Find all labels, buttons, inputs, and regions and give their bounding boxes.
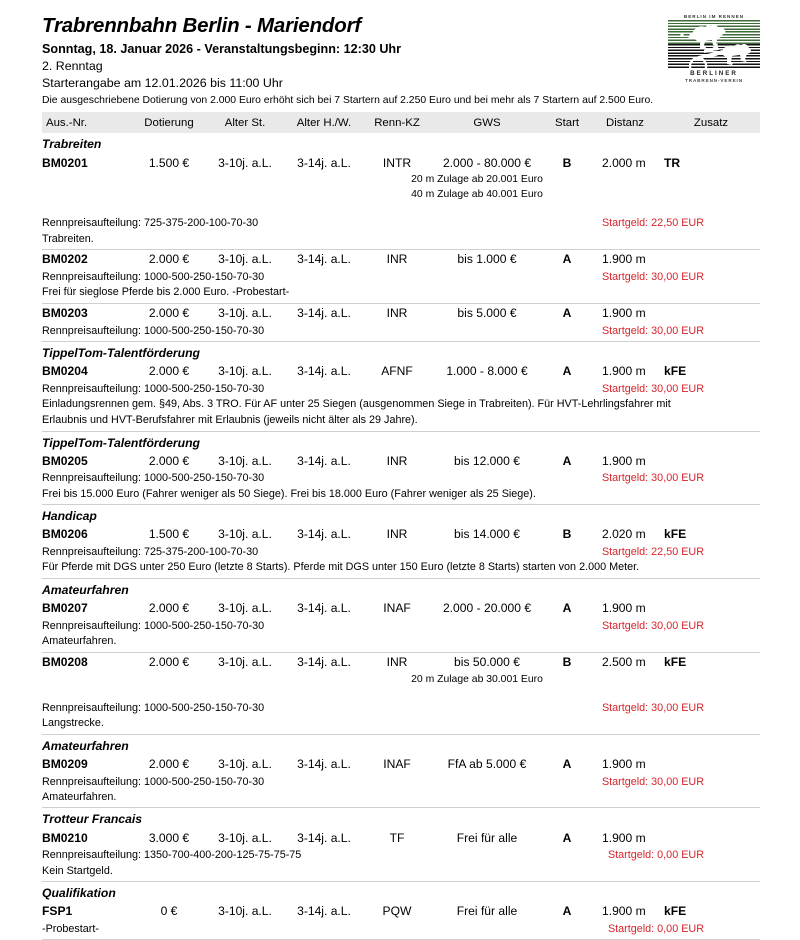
entry-fee: Startgeld: 0,00 EUR bbox=[607, 849, 704, 862]
race-start-type: B bbox=[562, 654, 572, 669]
race-endowment: 2.000 € bbox=[148, 453, 190, 468]
race-endowment: 3.000 € bbox=[148, 830, 190, 845]
race-footer bbox=[42, 215, 760, 231]
race-block bbox=[42, 882, 760, 940]
race-category: TippelTom-Talentförderung bbox=[42, 435, 200, 450]
race-code: INR bbox=[386, 654, 408, 669]
entry-fee: Startgeld: 30,00 EUR bbox=[601, 619, 704, 632]
race-endowment: 2.000 € bbox=[148, 654, 190, 669]
race-block bbox=[42, 304, 760, 342]
race-age-stallions: 3-14j. a.L. bbox=[297, 527, 351, 542]
entry-fee: Startgeld: 22,50 EUR bbox=[601, 546, 704, 559]
race-distance: 1.900 m bbox=[602, 306, 646, 321]
race-code: INR bbox=[386, 527, 408, 542]
race-extra: TR bbox=[664, 155, 681, 170]
race-category: Handicap bbox=[42, 509, 97, 524]
race-footer bbox=[42, 269, 760, 285]
horse-and-sulky-icon bbox=[668, 20, 760, 68]
race-extra: kFE bbox=[664, 654, 687, 669]
race-block bbox=[42, 342, 760, 431]
race-age-stallions: 3-14j. a.L. bbox=[297, 904, 351, 919]
race-code: INR bbox=[386, 453, 408, 468]
race-summary-row[interactable] bbox=[42, 452, 760, 471]
declaration-deadline: Starterangabe am 12.01.2026 bis 11:00 Uhr bbox=[42, 75, 283, 90]
race-code: INAF bbox=[383, 601, 411, 616]
race-age-stallions: 3-14j. a.L. bbox=[297, 252, 351, 267]
entry-fee: Startgeld: 30,00 EUR bbox=[601, 701, 704, 714]
race-gws: Frei für alle bbox=[456, 830, 518, 845]
race-category: Qualifikation bbox=[42, 886, 116, 901]
prize-distribution: Rennpreisaufteilung: 725-375-200-100-70-30 bbox=[42, 217, 259, 230]
race-condition-note: Langstrecke. bbox=[42, 717, 104, 730]
column-header-distanz: Distanz bbox=[606, 116, 644, 129]
race-summary-row[interactable] bbox=[42, 525, 760, 544]
race-start-type: B bbox=[562, 527, 572, 542]
race-condition-note: Frei bis 15.000 Euro (Fahrer weniger als 50 Siege). Frei bis 18.000 Euro (Fahrer weniger als 25 Siege). bbox=[42, 487, 536, 500]
document-header bbox=[42, 14, 760, 108]
entry-fee: Startgeld: 30,00 EUR bbox=[601, 472, 704, 485]
race-summary-row[interactable] bbox=[42, 154, 760, 173]
race-start-type: A bbox=[562, 306, 572, 321]
race-distance: 1.900 m bbox=[602, 453, 646, 468]
race-gws: Frei für alle bbox=[456, 904, 518, 919]
race-footer bbox=[42, 544, 760, 560]
race-endowment: 2.000 € bbox=[148, 252, 190, 267]
race-distance: 1.900 m bbox=[602, 601, 646, 616]
column-header-ausnr: Aus.-Nr. bbox=[46, 116, 88, 129]
race-gws: bis 50.000 € bbox=[454, 654, 520, 669]
race-age-mares: 3-10j. a.L. bbox=[218, 364, 272, 379]
race-summary-row[interactable] bbox=[42, 599, 760, 618]
race-category: Trotteur Francais bbox=[42, 812, 143, 827]
race-handicap-text: 20 m Zulage ab 20.001 Euro bbox=[411, 174, 543, 186]
race-summary-row[interactable] bbox=[42, 653, 760, 672]
race-age-stallions: 3-14j. a.L. bbox=[297, 364, 351, 379]
race-number: BM0208 bbox=[42, 654, 88, 669]
entry-fee: Startgeld: 30,00 EUR bbox=[601, 382, 704, 395]
race-condition-note: Einladungsrennen gem. §49, Abs. 3 TRO. Für AF unter 25 Siegen (ausgenommen Siege in Trabreiten). Für HVT-Lehrlingsfahrer mit bbox=[42, 398, 671, 411]
race-age-stallions: 3-14j. a.L. bbox=[297, 306, 351, 321]
race-code: INTR bbox=[382, 155, 412, 170]
race-number: BM0210 bbox=[42, 830, 88, 845]
race-code: PQW bbox=[382, 904, 412, 919]
race-footer bbox=[42, 323, 760, 339]
table-header-row bbox=[42, 112, 760, 133]
race-age-mares: 3-10j. a.L. bbox=[218, 830, 272, 845]
entry-fee: Startgeld: 30,00 EUR bbox=[601, 324, 704, 337]
race-footer bbox=[42, 381, 760, 397]
race-footer bbox=[42, 921, 760, 937]
race-footer bbox=[42, 774, 760, 790]
race-distance: 1.900 m bbox=[602, 830, 646, 845]
race-summary-row[interactable] bbox=[42, 304, 760, 323]
race-age-stallions: 3-14j. a.L. bbox=[297, 453, 351, 468]
race-number: BM0203 bbox=[42, 306, 88, 321]
race-footer bbox=[42, 618, 760, 634]
race-gws: bis 12.000 € bbox=[454, 453, 520, 468]
race-category: Amateurfahren bbox=[42, 583, 129, 598]
prize-distribution: -Probestart- bbox=[42, 923, 99, 936]
race-start-type: B bbox=[562, 155, 572, 170]
race-number: BM0205 bbox=[42, 453, 88, 468]
logo-artwork bbox=[668, 20, 760, 68]
race-number: BM0209 bbox=[42, 756, 88, 771]
race-start-type: A bbox=[562, 252, 572, 267]
race-endowment: 1.500 € bbox=[148, 527, 190, 542]
race-block bbox=[42, 735, 760, 809]
column-header-zusatz: Zusatz bbox=[693, 116, 729, 129]
race-extra: kFE bbox=[664, 364, 687, 379]
endowment-note: Die ausgeschriebene Dotierung von 2.000 Euro erhöht sich bei 7 Startern auf 2.250 Euro und bei mehr als 7 Startern auf 2.500 Euro. bbox=[42, 95, 654, 107]
race-endowment: 2.000 € bbox=[148, 364, 190, 379]
race-code: INR bbox=[386, 252, 408, 267]
page-title: Trabrennbahn Berlin - Mariendorf bbox=[42, 14, 361, 37]
race-start-type: A bbox=[562, 756, 572, 771]
entry-fee: Startgeld: 30,00 EUR bbox=[601, 775, 704, 788]
race-block bbox=[42, 808, 760, 882]
race-age-mares: 3-10j. a.L. bbox=[218, 306, 272, 321]
meeting-datetime: Sonntag, 18. Januar 2026 - Veranstaltungsbeginn: 12:30 Uhr bbox=[42, 41, 402, 56]
race-age-mares: 3-10j. a.L. bbox=[218, 527, 272, 542]
race-gws: bis 1.000 € bbox=[457, 252, 517, 267]
race-age-mares: 3-10j. a.L. bbox=[218, 453, 272, 468]
race-age-stallions: 3-14j. a.L. bbox=[297, 756, 351, 771]
race-start-type: A bbox=[562, 830, 572, 845]
race-handicap-text: 40 m Zulage ab 40.001 Euro bbox=[411, 189, 543, 201]
race-code: AFNF bbox=[381, 364, 413, 379]
race-code: INR bbox=[386, 306, 408, 321]
logo-club-subname: TRABRENN-VEREIN bbox=[685, 78, 743, 83]
race-age-mares: 3-10j. a.L. bbox=[218, 252, 272, 267]
race-summary-row[interactable] bbox=[42, 902, 760, 921]
race-handicap-row bbox=[42, 672, 760, 687]
race-gws: 2.000 - 80.000 € bbox=[442, 155, 532, 170]
race-age-stallions: 3-14j. a.L. bbox=[297, 601, 351, 616]
race-block bbox=[42, 133, 760, 250]
race-distance: 2.500 m bbox=[602, 654, 646, 669]
race-gws: bis 14.000 € bbox=[454, 527, 520, 542]
raceday-number: 2. Renntag bbox=[42, 59, 103, 74]
race-distance: 2.020 m bbox=[602, 527, 646, 542]
race-code: TF bbox=[389, 830, 405, 845]
race-gws: 2.000 - 20.000 € bbox=[442, 601, 532, 616]
race-condition-note: Amateurfahren. bbox=[42, 790, 117, 803]
race-start-type: A bbox=[562, 601, 572, 616]
race-number: BM0207 bbox=[42, 601, 88, 616]
race-age-mares: 3-10j. a.L. bbox=[218, 654, 272, 669]
race-code: INAF bbox=[383, 756, 411, 771]
race-summary-row[interactable] bbox=[42, 755, 760, 774]
race-block bbox=[42, 653, 760, 735]
race-number: BM0204 bbox=[42, 364, 88, 379]
race-summary-row[interactable] bbox=[42, 829, 760, 848]
logo-club-name: BERLINER bbox=[690, 70, 738, 77]
prize-distribution: Rennpreisaufteilung: 1000-500-250-150-70-30 bbox=[42, 775, 265, 788]
column-header-alter-hw: Alter H./W. bbox=[296, 116, 352, 129]
prize-distribution: Rennpreisaufteilung: 1000-500-250-150-70-30 bbox=[42, 619, 265, 632]
race-footer bbox=[42, 470, 760, 486]
race-handicap-row bbox=[42, 187, 760, 202]
prize-distribution: Rennpreisaufteilung: 1000-500-250-150-70-30 bbox=[42, 271, 265, 284]
column-header-renn-kz: Renn-KZ bbox=[374, 116, 420, 129]
race-number: BM0206 bbox=[42, 527, 88, 542]
race-block bbox=[42, 505, 760, 579]
race-start-type: A bbox=[562, 364, 572, 379]
race-condition-note: Frei für sieglose Pferde bis 2.000 Euro. -Probestart- bbox=[42, 286, 290, 299]
race-category: Amateurfahren bbox=[42, 738, 129, 753]
race-category: Trabreiten bbox=[42, 137, 102, 152]
race-age-mares: 3-10j. a.L. bbox=[218, 155, 272, 170]
row-spacer bbox=[42, 202, 760, 215]
race-distance: 2.000 m bbox=[602, 155, 646, 170]
column-header-start: Start bbox=[554, 116, 580, 129]
race-block bbox=[42, 250, 760, 304]
race-distance: 1.900 m bbox=[602, 364, 646, 379]
race-distance: 1.900 m bbox=[602, 252, 646, 267]
race-endowment: 0 € bbox=[160, 904, 178, 919]
race-distance: 1.900 m bbox=[602, 756, 646, 771]
entry-fee: Startgeld: 30,00 EUR bbox=[601, 271, 704, 284]
entry-fee: Startgeld: 22,50 EUR bbox=[601, 217, 704, 230]
column-header-dotierung: Dotierung bbox=[144, 116, 194, 129]
race-endowment: 2.000 € bbox=[148, 601, 190, 616]
race-condition-note: Für Pferde mit DGS unter 250 Euro (letzte 8 Starts). Pferde mit DGS unter 150 Euro (letzte 8 Starts) starten von 2.000 Meter. bbox=[42, 561, 640, 574]
race-gws: bis 5.000 € bbox=[457, 306, 517, 321]
race-footer bbox=[42, 847, 760, 863]
race-number: BM0202 bbox=[42, 252, 88, 267]
race-gws: 1.000 - 8.000 € bbox=[446, 364, 528, 379]
prize-distribution: Rennpreisaufteilung: 725-375-200-100-70-30 bbox=[42, 546, 259, 559]
race-extra: kFE bbox=[664, 904, 687, 919]
race-summary-row[interactable] bbox=[42, 362, 760, 381]
logo-slogan: BERLIN IM RENNEN bbox=[683, 14, 745, 19]
race-gws: FfA ab 5.000 € bbox=[447, 756, 527, 771]
race-number: FSP1 bbox=[42, 904, 73, 919]
race-endowment: 2.000 € bbox=[148, 306, 190, 321]
race-handicap-text: 20 m Zulage ab 30.001 Euro bbox=[411, 673, 543, 685]
race-start-type: A bbox=[562, 904, 572, 919]
race-extra: kFE bbox=[664, 527, 687, 542]
race-condition-note: Kein Startgeld. bbox=[42, 864, 113, 877]
race-endowment: 1.500 € bbox=[148, 155, 190, 170]
race-handicap-row bbox=[42, 172, 760, 187]
prize-distribution: Rennpreisaufteilung: 1000-500-250-150-70-30 bbox=[42, 701, 265, 714]
race-age-mares: 3-10j. a.L. bbox=[218, 904, 272, 919]
club-logo bbox=[668, 14, 760, 82]
column-header-gws: GWS bbox=[473, 116, 501, 129]
column-header-alter-st: Alter St. bbox=[224, 116, 266, 129]
entry-fee: Startgeld: 0,00 EUR bbox=[607, 923, 704, 936]
race-distance: 1.900 m bbox=[602, 904, 646, 919]
row-spacer bbox=[42, 687, 760, 700]
race-endowment: 2.000 € bbox=[148, 756, 190, 771]
race-condition-note: Erlaubnis und HVT-Berufsfahrer mit Erlaubnis (jeweils nicht älter als 29 Jahre). bbox=[42, 413, 418, 426]
race-summary-row[interactable] bbox=[42, 250, 760, 269]
prize-distribution: Rennpreisaufteilung: 1000-500-250-150-70-30 bbox=[42, 472, 265, 485]
race-start-type: A bbox=[562, 453, 572, 468]
prize-distribution: Rennpreisaufteilung: 1000-500-250-150-70-30 bbox=[42, 382, 265, 395]
race-age-stallions: 3-14j. a.L. bbox=[297, 155, 351, 170]
prize-distribution: Rennpreisaufteilung: 1350-700-400-200-125-75-75-75 bbox=[42, 849, 302, 862]
race-footer bbox=[42, 700, 760, 716]
prize-distribution: Rennpreisaufteilung: 1000-500-250-150-70-30 bbox=[42, 324, 265, 337]
race-age-mares: 3-10j. a.L. bbox=[218, 756, 272, 771]
race-block bbox=[42, 432, 760, 506]
race-age-mares: 3-10j. a.L. bbox=[218, 601, 272, 616]
race-number: BM0201 bbox=[42, 155, 88, 170]
race-list bbox=[42, 133, 760, 940]
race-category: TippelTom-Talentförderung bbox=[42, 346, 200, 361]
race-condition-note: Amateurfahren. bbox=[42, 635, 117, 648]
race-condition-note: Trabreiten. bbox=[42, 232, 94, 245]
race-age-stallions: 3-14j. a.L. bbox=[297, 654, 351, 669]
race-age-stallions: 3-14j. a.L. bbox=[297, 830, 351, 845]
race-block bbox=[42, 579, 760, 653]
